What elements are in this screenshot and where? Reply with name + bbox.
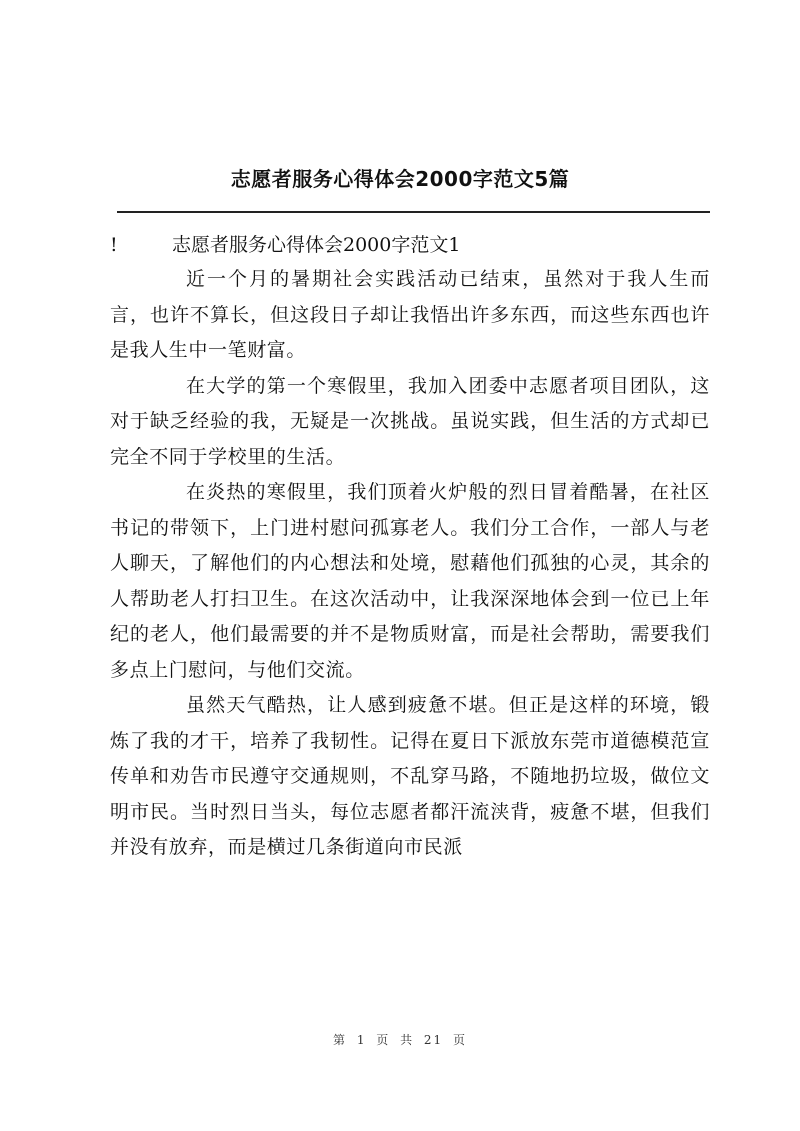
section-marker: ! [110, 234, 118, 256]
title-divider [117, 211, 710, 213]
paragraph-1: 近一个月的暑期社会实践活动已结束，虽然对于我人生而言，也许不算长，但这段日子却让我悟出许多东西，而这些东西也许是我人生中一笔财富。 [110, 268, 710, 361]
document-body [110, 229, 710, 866]
paragraph-2: 在大学的第一个寒假里，我加入团委中志愿者项目团队，这对于缺乏经验的我，无疑是一次挑战。虽说实践，但生活的方式却已完全不同于学校里的生活。 [110, 374, 710, 468]
page-footer: 第 1 页 共 21 页 [333, 1033, 467, 1047]
paragraph-3: 在炎热的寒假里，我们顶着火炉般的烈日冒着酷暑，在社区书记的带领下，上门进村慰问孤寡老人。我们分工合作，一部人与老人聊天，了解他们的内心想法和处境，慰藉他们孤独的心灵，其余的人帮助老人打扫卫生。在这次活动中，让我深深地体会到一位已上年纪的老人，他们最需要的并不是物质财富，而是社会帮助，需要我们多点上门慰问，与他们交流。 [110, 481, 710, 681]
section-heading: 志愿者服务心得体会2000字范文1 [172, 234, 461, 256]
paragraph-4: 虽然天气酷热，让人感到疲惫不堪。但正是这样的环境，锻炼了我的才干，培养了我韧性。记得在夏日下派放东莞市道德模范宣传单和劝告市民遵守交通规则，不乱穿马路，不随地扔垃圾，做位文明市民。当时烈日当头，每位志愿者都汗流浃背，疲惫不堪，但我们并没有放弃，而是横过几条街道向市民派 [110, 694, 710, 858]
document-title: 志愿者服务心得体会2000字范文5篇 [230, 167, 570, 191]
section-heading-line [110, 229, 710, 262]
